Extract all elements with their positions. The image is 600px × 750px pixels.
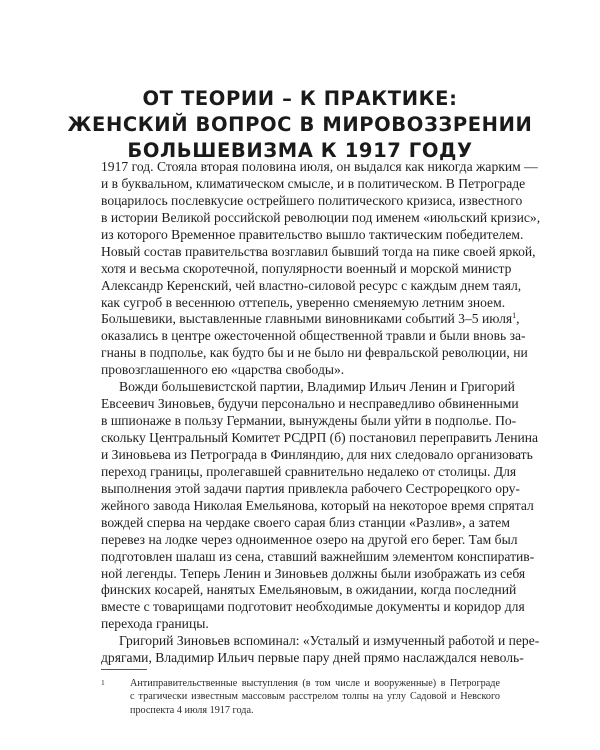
text-line: воцарилось послевкусие острейшего политического кризиса, известного <box>101 192 523 208</box>
text-line: ной легенды. Теперь Ленин и Зиновьев должны были изображать из себя <box>101 565 526 581</box>
footnote-line: с трагически известным массовым расстрелом толпы на углу Садовой и Невского <box>130 691 500 703</box>
text-line: как сугроб в весеннюю оттепель, уверенно сменяемую летним зноем. <box>101 294 506 310</box>
footnote-line: Антиправительственные выступления (в том числе и вооруженные) в Петрограде <box>130 678 500 689</box>
text-line: переход границы, пролегавшей сравнительно недалеко от столицы. Для <box>101 463 517 479</box>
text-line-content: Большевики, выставленные главными виновниками событий 3–5 июля <box>101 311 513 327</box>
text-line: хотя и весьма скоротечной, популярности военный и морской министр <box>101 260 512 276</box>
chapter-title <box>60 86 540 164</box>
body-text <box>101 159 541 667</box>
text-line: 1917 год. Стояла вторая половина июля, он выдался как никогда жарким — <box>101 159 538 174</box>
text-line: Вожди большевистской партии, Владимир Ильич Ленин и Григорий <box>119 379 515 395</box>
text-line: Евсеевич Зиновьев, будучи персонально и несправедливо обвиненными <box>101 396 519 412</box>
footnote-body <box>130 677 500 717</box>
chapter-title-line-1: ОТ ТЕОРИИ – К ПРАКТИКЕ: <box>142 87 458 110</box>
footnote-divider <box>101 669 147 670</box>
text-line: в истории Великой российской революции под именем «июльский кризис», <box>101 209 541 225</box>
text-line: и в буквальном, климатическом смысле, и в политическом. В Петрограде <box>101 175 526 191</box>
text-line: вместе с товарищами подготовит необходимые документы и коридор для <box>101 599 525 615</box>
text-line-with-footnote <box>101 311 520 328</box>
text-line: Григорий Зиновьев вспоминал: «Усталый и измученный работой и пере- <box>119 633 540 649</box>
text-line: из которого Временное правительство вышло тактическим победителем. <box>101 226 524 242</box>
text-line-suffix: , <box>516 311 520 327</box>
text-line: подготовлен шалаш из сена, ставший важнейшим элементом конспиратив- <box>101 548 535 564</box>
footnote-reference[interactable]: 1 <box>512 311 517 321</box>
text-line: Новый состав правительства возглавил бывший тогда на пике своей яркой, <box>101 243 536 259</box>
footnote <box>101 677 500 717</box>
text-line: скольку Центральный Комитет РСДРП (б) постановил переправить Ленина <box>101 430 539 445</box>
text-line: Александр Керенский, чей властно-силовой ресурс с каждым днем таял, <box>101 277 522 293</box>
text-line: провозглашенного ею «царства свободы». <box>101 362 345 378</box>
text-line: вождей сперва на чердаке своего сарая близ станции «Разлив», а затем <box>101 514 510 530</box>
text-line: и Зиновьева из Петрограда в Финляндию, для них следовало организовать <box>101 446 533 462</box>
text-line: в шпионаже в пользу Германии, вынуждены были уйти в подполье. По- <box>101 413 517 429</box>
text-line: финских косарей, нанятых Емельяновым, в ожидании, когда последний <box>101 582 517 598</box>
chapter-title-line-2: ЖЕНСКИЙ ВОПРОС В МИРОВОЗЗРЕНИИ <box>67 113 533 136</box>
text-line: дрягами, Владимир Ильич первые пару дней прямо наслаждался неволь- <box>101 650 524 666</box>
text-line: жейного завода Николая Емельянова, который на некоторое время спрятал <box>101 497 534 513</box>
text-line: перевез на лодке через одноименное озеро на другой его берег. Там был <box>101 531 518 547</box>
footnote-mark: 1 <box>101 678 105 687</box>
text-line: выполнения этой задачи партия привлекла рабочего Сестрорецкого ору- <box>101 480 520 496</box>
text-line: гнаны в подполье, как будто бы и не было ни февральской революции, ни <box>101 345 528 361</box>
footnote-line: проспекта 4 июля 1917 года. <box>130 704 254 716</box>
text-line: оказались в центре ожесточенной общественной травли и были вновь за- <box>101 328 526 344</box>
chapter-title-line-3: БОЛЬШЕВИЗМА К 1917 ГОДУ <box>127 139 473 162</box>
text-line: перехода границы. <box>101 616 209 632</box>
